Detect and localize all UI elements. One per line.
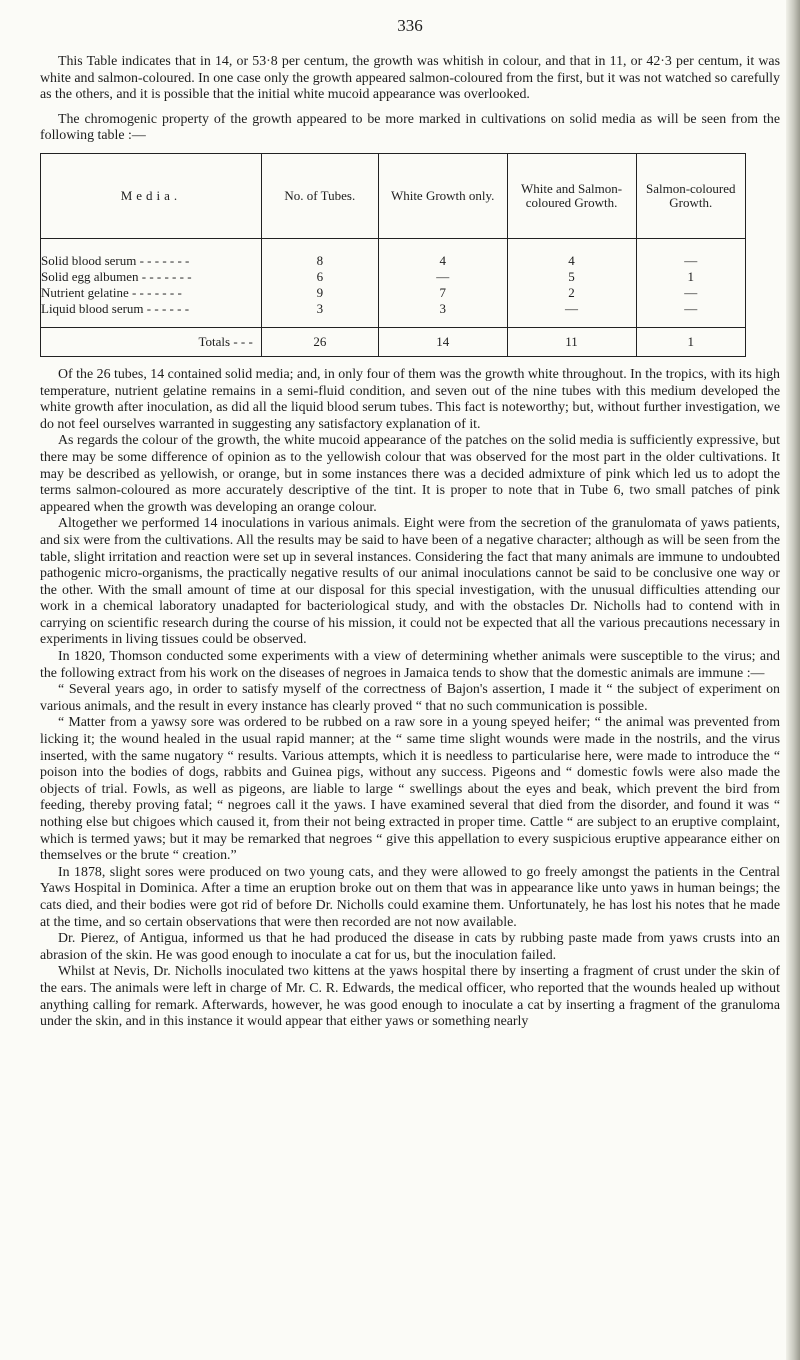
table-row — [41, 301, 746, 328]
body-paragraph-1: Of the 26 tubes, 14 contained solid media; and, in only four of them was the growth white throughout. In the tropics, with its high temperature, nutrient gelatine remains in a semi-fluid condition, and seven out of the nine tubes with this medium developed the white growth after inoculation, as did all the liquid blood serum tubes. This fact is noteworthy; but, without further investigation, we do not feel ourselves warranted in suggesting any satisfactory explanation of it. — [40, 366, 780, 432]
cell-white-salmon: 2 — [507, 285, 636, 301]
col-header-media: Media. — [41, 153, 262, 238]
cell-salmon: — — [636, 285, 746, 301]
media-growth-table — [40, 153, 746, 357]
page-number: 336 — [397, 16, 423, 35]
cell-white: 4 — [378, 238, 507, 269]
cell-white: — — [378, 269, 507, 285]
body-paragraph-3: Altogether we performed 14 inoculations in various animals. Eight were from the secretion of the granulomata of yaws patients, and six were from the cultivations. All the results may be said to have been of a negative character; although as will be seen from the table, slight irritation and reaction were set up in several instances. Considering the fact that many animals are immune to undoubted pathogenic micro-organisms, the practically negative results of our animal inoculations cannot be said to be conclusive one way or the other. With the small amount of time at our disposal for this special investigation, with the unusual difficulties attending our work in a chemical laboratory unadapted for bacteriological study, and with the obstacles Dr. Nicholls had to contend with in carrying on scientific research during the course of his mission, it could not be expected that all the various precautions necessary in experiments in living tissues could be observed. — [40, 516, 780, 648]
document-page — [40, 16, 780, 1031]
cell-tubes: 6 — [261, 269, 378, 285]
cell-tubes: 9 — [261, 285, 378, 301]
table-row — [41, 238, 746, 269]
cell-tubes: 3 — [261, 301, 378, 328]
cell-salmon: 1 — [636, 269, 746, 285]
total-salmon: 1 — [636, 327, 746, 356]
cell-media: Solid egg albumen - - - - - - - — [41, 269, 262, 285]
total-tubes: 26 — [261, 327, 378, 356]
quote-paragraph-1: “ Several years ago, in order to satisfy myself of the correctness of Bajon's assertion, I made it “ the subject of experiment on various animals, and the result in every instance has clearly proved “ that no such communication is possible. — [40, 682, 780, 714]
col-header-white: White Growth only. — [378, 153, 507, 238]
totals-label: Totals - - - — [41, 327, 262, 356]
closing-paragraph-3: Whilst at Nevis, Dr. Nicholls inoculated two kittens at the yaws hospital there by inserting a fragment of crust under the skin of the ears. The animals were left in charge of Mr. C. R. Edwards, the medical officer, who reported that the wounds healed up without anything calling for remark. Afterwards, however, he was good enough to inoculate a cat by inserting a fragment of the granuloma under the skin, and in this instance it would appear that either yaws or something nearly — [40, 964, 780, 1030]
cell-media: Solid blood serum - - - - - - - — [41, 238, 262, 269]
cell-media: Nutrient gelatine - - - - - - - — [41, 285, 262, 301]
body-paragraph-2: As regards the colour of the growth, the white mucoid appearance of the patches on the solid media is sufficiently expressive, but there may be some difference of opinion as to the yellowish colour that was observed for the most part in the older cultivations. It may be described as yellowish, or orange, but in some instances there was a decided admixture of pink which led us to adopt the terms salmon-coloured as more accurately descriptive of the tint. It is proper to note that in Tube 6, two small patches of pink appeared when the growth was developing an orange colour. — [40, 433, 780, 515]
cell-tubes: 8 — [261, 238, 378, 269]
cell-white: 7 — [378, 285, 507, 301]
cell-white-salmon: 5 — [507, 269, 636, 285]
total-white-salmon: 11 — [507, 327, 636, 356]
cell-salmon: — — [636, 238, 746, 269]
cell-salmon: — — [636, 301, 746, 328]
closing-paragraph-2: Dr. Pierez, of Antigua, informed us that he had produced the disease in cats by rubbing paste made from yaws crusts into an abrasion of the skin. He was good enough to inoculate a cat for us, but the inoculation failed. — [40, 931, 780, 963]
table-row — [41, 285, 746, 301]
totals-row — [41, 327, 746, 356]
col-header-salmon: Salmon-coloured Growth. — [636, 153, 746, 238]
quote-paragraph-2: “ Matter from a yawsy sore was ordered to be rubbed on a raw sore in a young speyed heifer; “ the animal was prevented from licking it; the wound healed in the usual rapid manner; at the “ same time slight wounds were made in the nostrils, and the virus inserted, with the same nugatory “ results. Various attempts, which it is needless to particularise here, were made to introduce the “ poison into the bodies of dogs, rabbits and Guinea pigs, without any success. Pigeons and “ domestic fowls were also made the objects of trial. Fowls, as well as pigeons, are liable to large “ swellings about the eyes and beak, which prevent the bird from feeding, thereby proving fatal; “ negroes call it the yaws. I have examined several that died from the disorder, and found it was “ nothing else but chigoes which caused it, from their not being extracted in proper time. Cattle “ are subject to an eruptive complaint, which is termed yaws; but it may be remarked that negroes “ give this appellation to every suspicious eruptive appearance either on themselves or the brute “ creation.” — [40, 715, 780, 864]
cell-white: 3 — [378, 301, 507, 328]
cell-media: Liquid blood serum - - - - - - — [41, 301, 262, 328]
col-header-white-salmon: White and Salmon-coloured Growth. — [507, 153, 636, 238]
cell-white-salmon: — — [507, 301, 636, 328]
total-white: 14 — [378, 327, 507, 356]
intro-paragraph-2: The chromogenic property of the growth appeared to be more marked in cultivations on solid media as will be seen from the following table :— — [40, 111, 780, 144]
closing-paragraph-1: In 1878, slight sores were produced on two young cats, and they were allowed to go freely amongst the patients in the Central Yaws Hospital in Dominica. After a time an eruption broke out on them that was in appearance like unto yaws in human beings; the cats died, and their bodies were got rid of before Dr. Nicholls could examine them. Unfortunately, he has lost his notes that he made at the time, and so certain observations that were then recorded are not now available. — [40, 864, 780, 930]
table-header-row — [41, 153, 746, 238]
table-row — [41, 269, 746, 285]
col-header-tubes: No. of Tubes. — [261, 153, 378, 238]
body-paragraph-4: In 1820, Thomson conducted some experiments with a view of determining whether animals were susceptible to the virus; and the following extract from his work on the diseases of negroes in Jamaica tends to show that the domestic animals are immune :— — [40, 649, 780, 681]
page-edge-shadow — [786, 0, 800, 1360]
cell-white-salmon: 4 — [507, 238, 636, 269]
intro-paragraph-1: This Table indicates that in 14, or 53·8 per centum, the growth was whitish in colour, and that in 11, or 42·3 per centum, it was white and salmon-coloured. In one case only the growth appeared salmon-coloured from the first, but it was not watched so carefully as the others, and it is possible that the initial white mucoid appearance was overlooked. — [40, 54, 780, 103]
